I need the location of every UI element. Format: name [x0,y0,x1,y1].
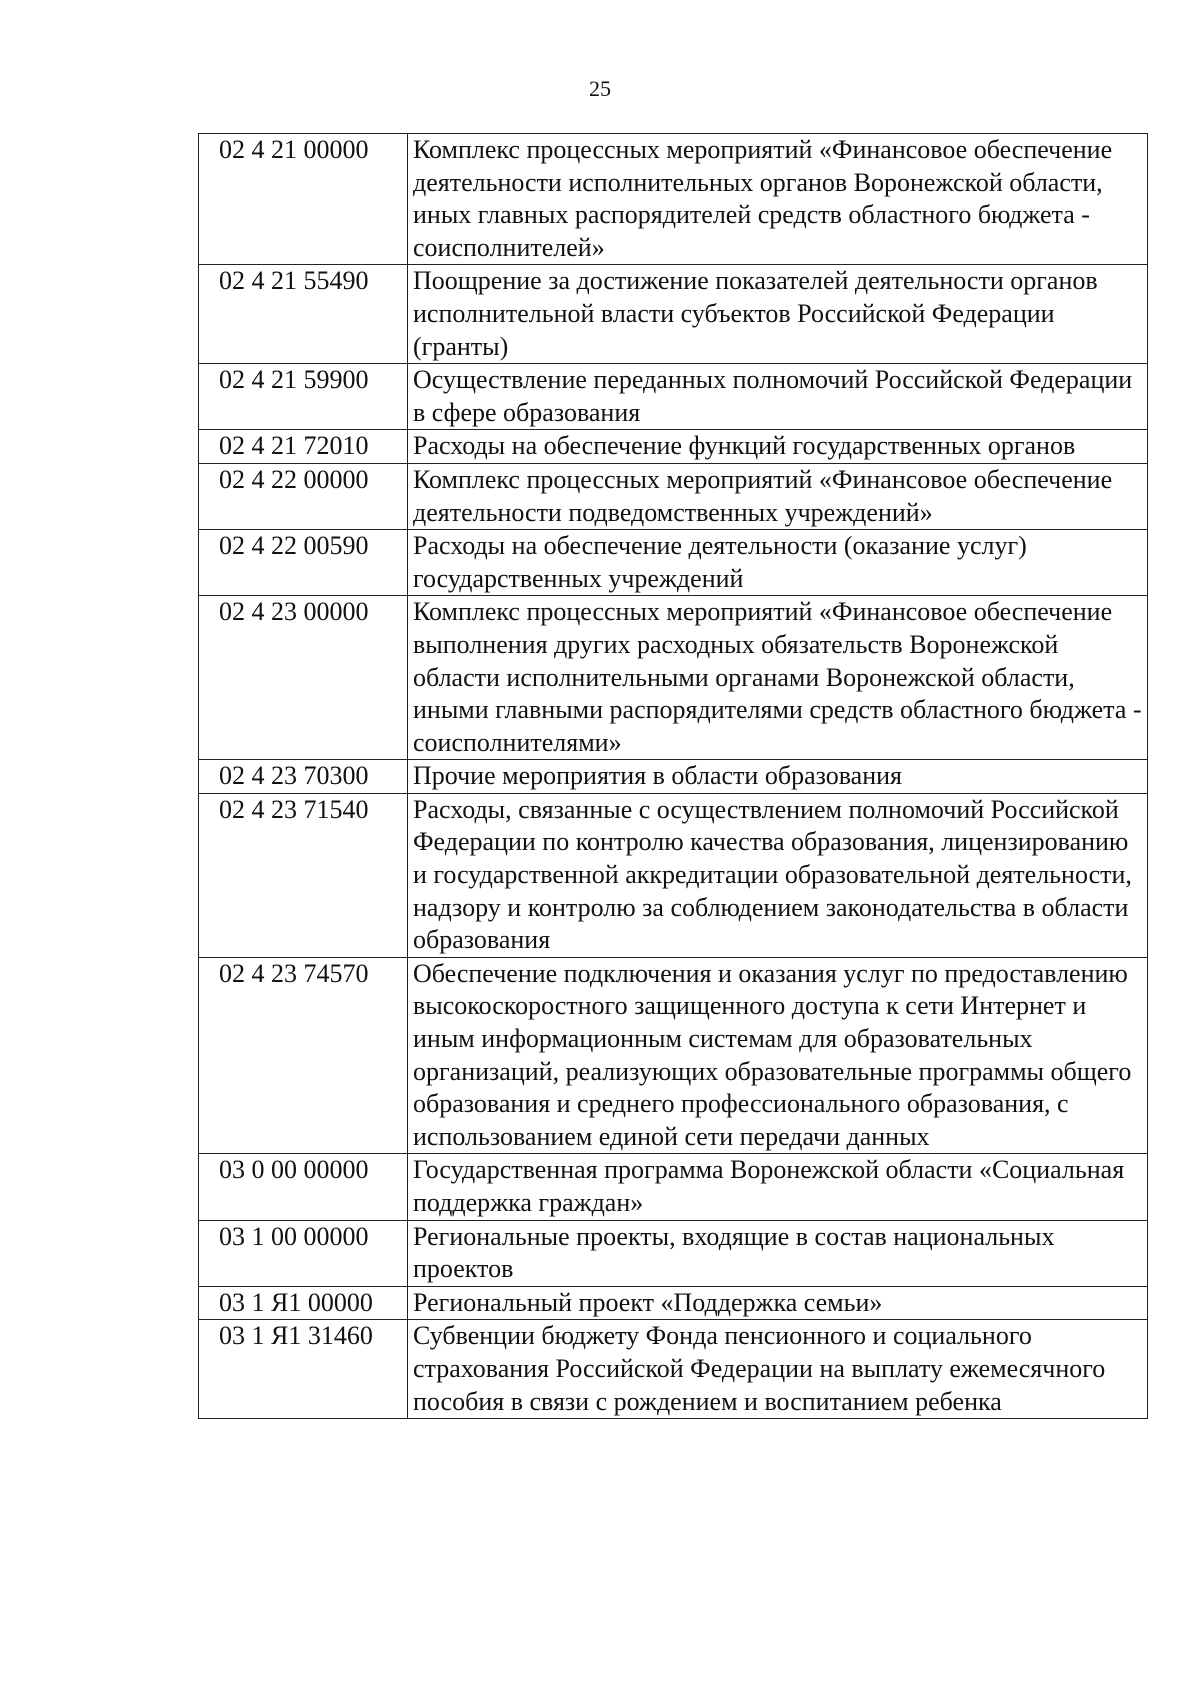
row-code: 02 4 22 00000 [199,463,408,529]
row-code: 03 1 Я1 00000 [199,1286,408,1320]
row-description: Государственная программа Воронежской области «Социальная поддержка граждан» [408,1154,1148,1220]
row-code: 03 1 Я1 31460 [199,1320,408,1419]
row-code: 02 4 23 74570 [199,957,408,1154]
table-row [199,134,1148,265]
row-code: 03 0 00 00000 [199,1154,408,1220]
table-row [199,760,1148,794]
table-row [199,1286,1148,1320]
row-description: Осуществление переданных полномочий Российской Федерации в сфере образования [408,364,1148,430]
budget-classification-table [198,133,1148,1419]
row-description: Прочие мероприятия в области образования [408,760,1148,794]
row-code: 02 4 23 00000 [199,596,408,760]
table-row [199,1220,1148,1286]
row-description: Региональный проект «Поддержка семьи» [408,1286,1148,1320]
row-code: 02 4 21 00000 [199,134,408,265]
row-code: 02 4 23 71540 [199,793,408,957]
page-number: 25 [589,76,611,101]
table-row [199,793,1148,957]
table-body [199,134,1148,1419]
table-row [199,957,1148,1154]
row-description: Региональные проекты, входящие в состав национальных проектов [408,1220,1148,1286]
row-code: 02 4 22 00590 [199,530,408,596]
row-description: Поощрение за достижение показателей деятельности органов исполнительной власти субъектов Российской Федерации (гранты) [408,265,1148,364]
row-description: Расходы на обеспечение функций государственных органов [408,430,1148,464]
row-description: Комплекс процессных мероприятий «Финансовое обеспечение деятельности исполнительных органов Воронежской области, иных главных распорядителей средств областного бюджета - соисполнителей» [408,134,1148,265]
row-description: Расходы, связанные с осуществлением полномочий Российской Федерации по контролю качества образования, лицензированию и государственной аккредитации образовательной деятельности, надзору и контролю за соблюдением законодательства в области образования [408,793,1148,957]
row-description: Комплекс процессных мероприятий «Финансовое обеспечение деятельности подведомственных учреждений» [408,463,1148,529]
row-code: 02 4 21 55490 [199,265,408,364]
table-row [199,430,1148,464]
table-row [199,364,1148,430]
table-row [199,265,1148,364]
row-code: 02 4 21 72010 [199,430,408,464]
row-code: 03 1 00 00000 [199,1220,408,1286]
row-description: Субвенции бюджету Фонда пенсионного и социального страхования Российской Федерации на выплату ежемесячного пособия в связи с рождением и воспитанием ребенка [408,1320,1148,1419]
table-row [199,463,1148,529]
table-row [199,1154,1148,1220]
row-code: 02 4 21 59900 [199,364,408,430]
table-row [199,1320,1148,1419]
row-description: Комплекс процессных мероприятий «Финансовое обеспечение выполнения других расходных обязательств Воронежской области исполнительными органами Воронежской области, иными главными распорядителями средств областного бюджета - соисполнителями» [408,596,1148,760]
row-description: Обеспечение подключения и оказания услуг по предоставлению высокоскоростного защищенного доступа к сети Интернет и иным информационным системам для образовательных организаций, реализующих образовательные программы общего образования и среднего профессионального образования, с использованием единой сети передачи данных [408,957,1148,1154]
table-row [199,530,1148,596]
table-row [199,596,1148,760]
row-description: Расходы на обеспечение деятельности (оказание услуг) государственных учреждений [408,530,1148,596]
row-code: 02 4 23 70300 [199,760,408,794]
